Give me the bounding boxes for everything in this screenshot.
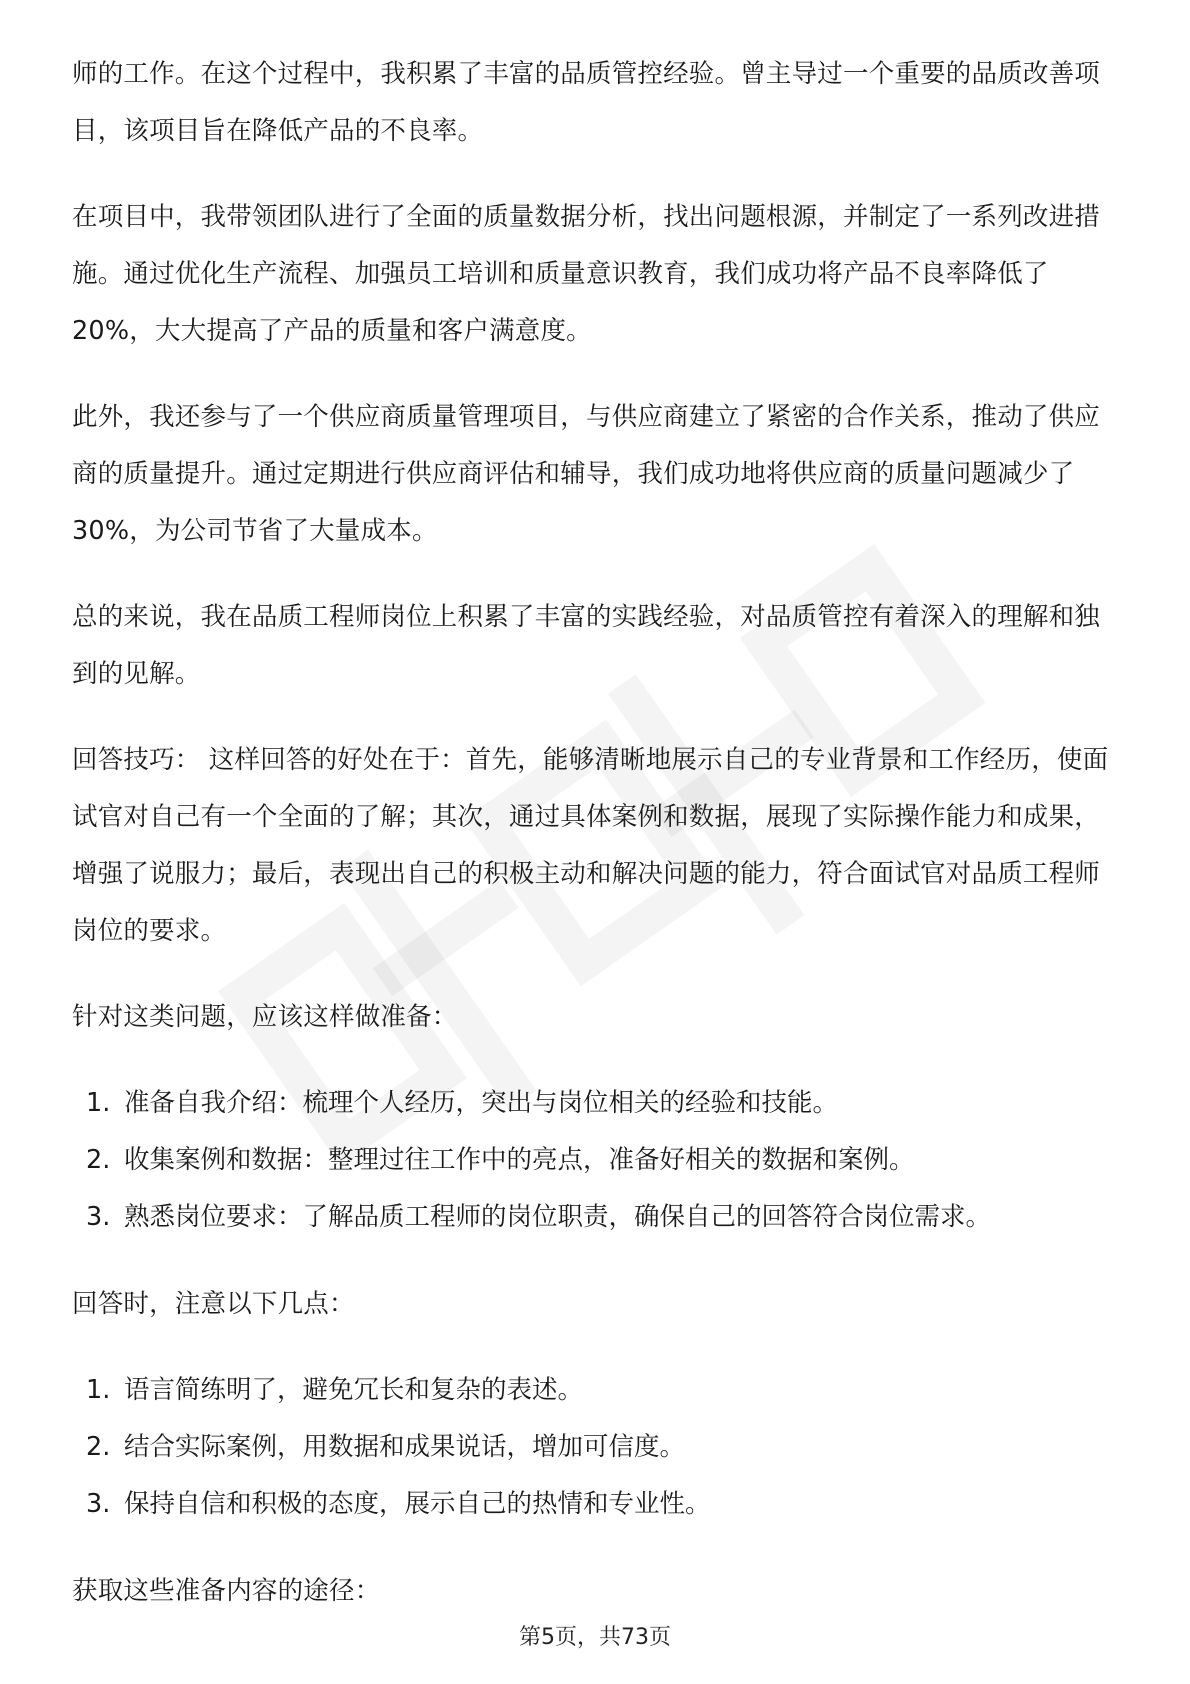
list-item (72, 1189, 1122, 1246)
list-item (72, 1075, 1122, 1132)
list-text: 保持自信和积极的态度，展示自己的热情和专业性。 (124, 1489, 711, 1519)
page-footer: 第5页，共73页 (519, 1625, 671, 1650)
paragraph-1: 师的工作。在这个过程中，我积累了丰富的品质管控经验。曾主导过一个重要的品质改善项目，该项目旨在降低产品的不良率。 (72, 59, 1101, 146)
paragraph-answer-tips: 回答技巧： 这样回答的好处在于：首先，能够清晰地展示自己的专业背景和工作经历，使面试官对自己有一个全面的了解；其次，通过具体案例和数据，展现了实际操作能力和成果，增强了说服力；最后，表现出自己的积极主动和解决问题的能力，符合面试官对品质工程师岗位的要求。 (72, 745, 1109, 946)
list-item (72, 1132, 1122, 1189)
paragraph-prep-heading: 针对这类问题，应该这样做准备： (72, 1002, 458, 1032)
list-number: 3. (86, 1489, 111, 1519)
attention-list (72, 1362, 1122, 1533)
list-item (72, 1476, 1122, 1533)
list-text: 结合实际案例，用数据和成果说话，增加可信度。 (124, 1432, 686, 1462)
list-text: 准备自我介绍：梳理个人经历，突出与岗位相关的经验和技能。 (124, 1088, 839, 1118)
page-content (72, 46, 1122, 1649)
list-item (72, 1419, 1122, 1476)
closing-heading: 获取这些准备内容的途径： (72, 1576, 381, 1606)
paragraph-2: 在项目中，我带领团队进行了全面的质量数据分析，找出问题根源，并制定了一系列改进措施。通过优化生产流程、加强员工培训和质量意识教育，我们成功将产品不良率降低了20%，大大提高了产品的质量和客户满意度。 (72, 202, 1101, 346)
paragraph-3: 此外，我还参与了一个供应商质量管理项目，与供应商建立了紧密的合作关系，推动了供应商的质量提升。通过定期进行供应商评估和辅导，我们成功地将供应商的质量问题减少了30%，为公司节省了大量成本。 (72, 402, 1101, 546)
list-item (72, 1362, 1122, 1419)
list-number: 1. (86, 1088, 111, 1118)
list-text: 收集案例和数据：整理过往工作中的亮点，准备好相关的数据和案例。 (124, 1145, 915, 1175)
attention-heading: 回答时，注意以下几点： (72, 1289, 355, 1319)
prep-list (72, 1075, 1122, 1246)
list-number: 2. (86, 1432, 111, 1462)
paragraph-4: 总的来说，我在品质工程师岗位上积累了丰富的实践经验，对品质管控有着深入的理解和独到的见解。 (72, 602, 1101, 689)
list-text: 语言简练明了，避免冗长和复杂的表述。 (124, 1375, 584, 1405)
list-number: 3. (86, 1202, 111, 1232)
list-number: 1. (86, 1375, 111, 1405)
list-number: 2. (86, 1145, 111, 1175)
list-text: 熟悉岗位要求：了解品质工程师的岗位职责，确保自己的回答符合岗位需求。 (124, 1202, 992, 1232)
